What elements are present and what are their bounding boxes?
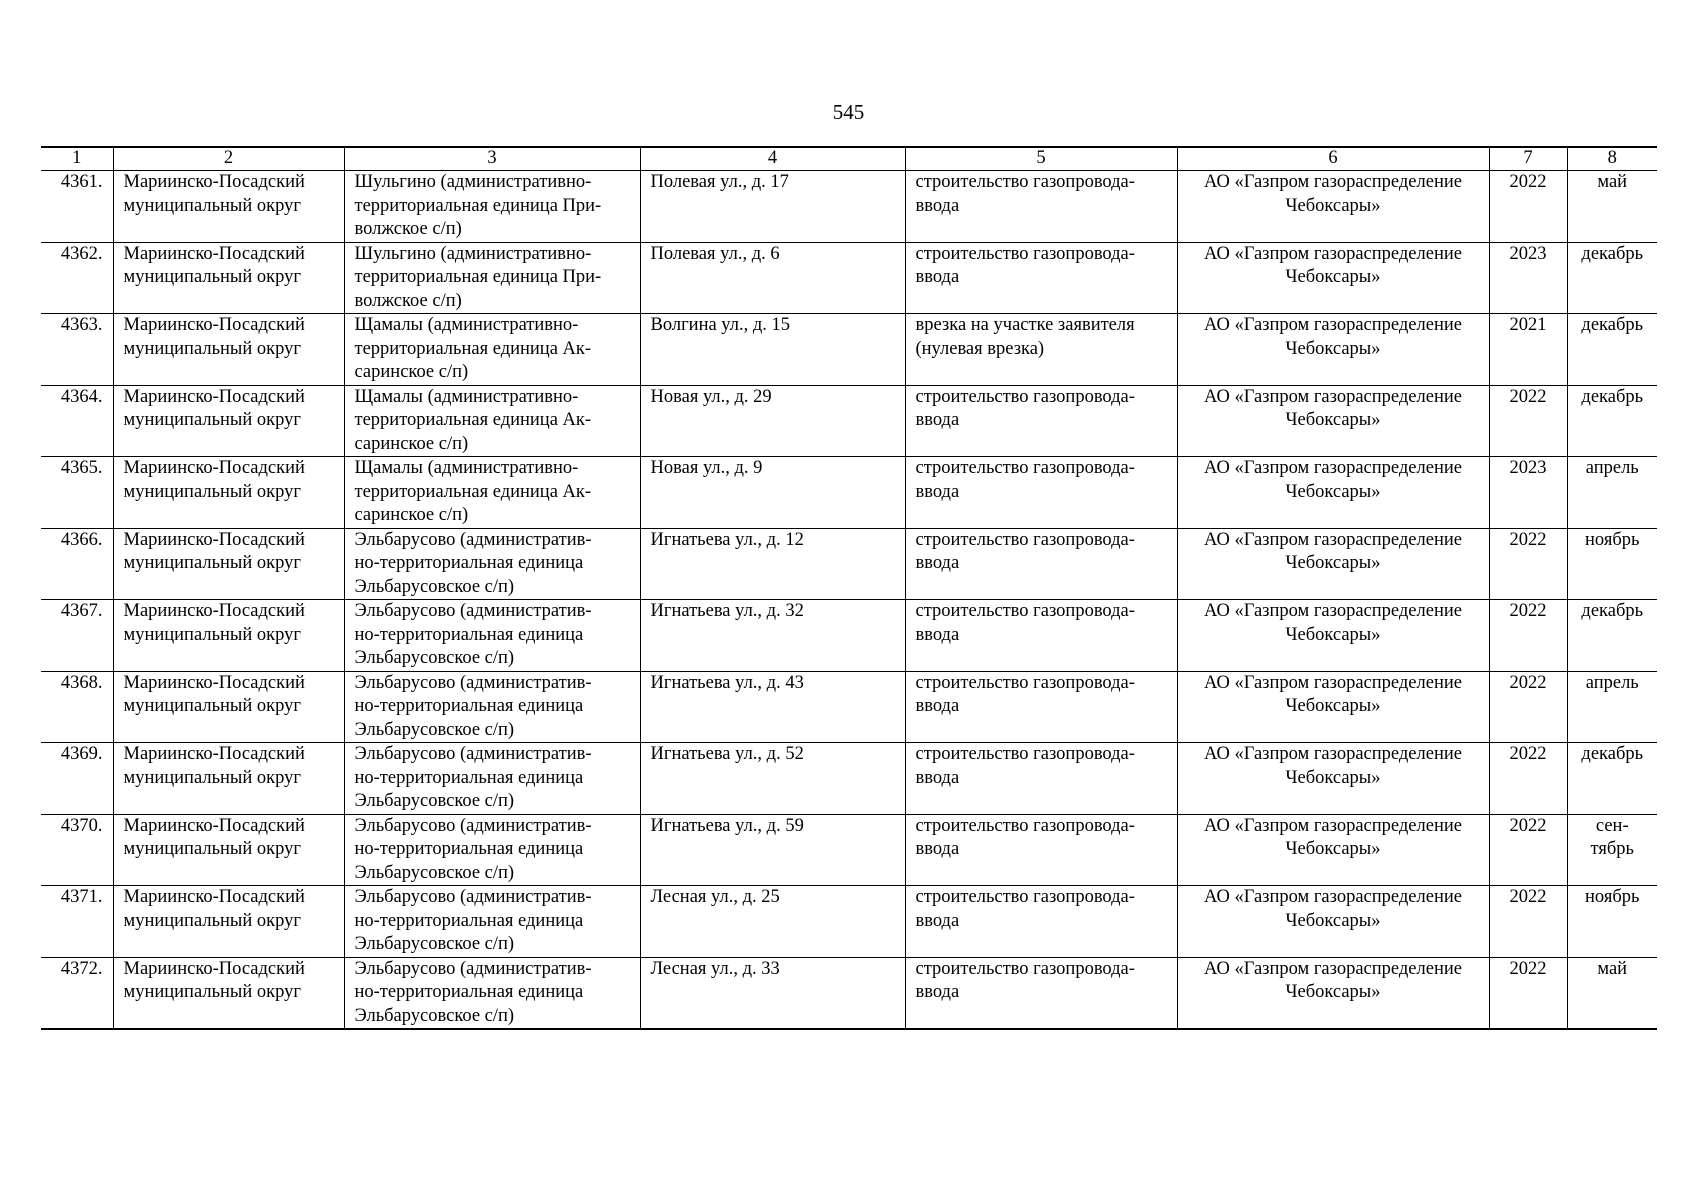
year-cell: 2022 — [1489, 671, 1567, 743]
district-cell — [113, 528, 344, 600]
settlement-cell-line: Эльбарусовское с/п) — [354, 862, 515, 883]
settlement-cell-line: саринское с/п) — [354, 362, 469, 382]
settlement-cell-line: Эльбарусово (административ- — [354, 529, 592, 550]
organization-cell-line: Чебоксары» — [1285, 767, 1381, 788]
table-body — [41, 171, 1657, 1030]
settlement-cell-line: Эльбарусовское с/п) — [354, 934, 515, 954]
month-cell-line: тябрь — [1590, 839, 1634, 859]
district-cell-line: Мариинско-Посадский — [123, 958, 305, 979]
settlement-cell-line: Эльбарусовское с/п) — [354, 648, 515, 668]
organization-cell-line: АО «Газпром газораспределение — [1204, 815, 1462, 836]
district-cell-line: муниципальный округ — [123, 267, 301, 287]
organization-cell-line: Чебоксары» — [1285, 195, 1381, 216]
year-cell: 2022 — [1489, 957, 1567, 1029]
address-cell: Игнатьева ул., д. 43 — [640, 671, 905, 743]
settlement-cell-line: саринское с/п) — [354, 433, 469, 454]
month-cell — [1567, 457, 1657, 529]
work-type-cell — [905, 242, 1177, 314]
district-cell — [113, 886, 344, 958]
settlement-cell — [344, 743, 640, 815]
district-cell-line: муниципальный округ — [123, 481, 301, 502]
month-cell-line: май — [1597, 958, 1628, 979]
table-row — [41, 314, 1657, 386]
work-type-cell — [905, 814, 1177, 886]
work-type-cell-line: строительство газопровода- — [915, 815, 1135, 836]
settlement-cell-line: но-территориальная единица — [354, 624, 584, 645]
district-cell-line: муниципальный округ — [123, 195, 301, 216]
work-type-cell-line: ввода — [915, 481, 960, 502]
row-number: 4369. — [41, 743, 113, 815]
year-cell: 2022 — [1489, 528, 1567, 600]
organization-cell — [1177, 171, 1489, 243]
district-cell-line: Мариинско-Посадский — [123, 672, 305, 693]
column-header: 6 — [1177, 147, 1489, 171]
year-cell: 2023 — [1489, 242, 1567, 314]
settlement-cell-line: Эльбарусовское с/п) — [354, 791, 515, 811]
column-header: 5 — [905, 147, 1177, 171]
table-row — [41, 743, 1657, 815]
month-cell-line: сен- — [1595, 815, 1629, 836]
work-type-cell — [905, 886, 1177, 958]
district-cell — [113, 457, 344, 529]
organization-cell-line: Чебоксары» — [1285, 696, 1381, 716]
settlement-cell-line: саринское с/п) — [354, 505, 469, 525]
organization-cell — [1177, 671, 1489, 743]
month-cell-line: декабрь — [1581, 315, 1644, 335]
organization-cell-line: АО «Газпром газораспределение — [1204, 887, 1462, 907]
month-cell — [1567, 385, 1657, 457]
work-type-cell-line: врезка на участке заявителя — [915, 315, 1135, 335]
work-type-cell-line: ввода — [915, 553, 960, 573]
row-number: 4361. — [41, 171, 113, 243]
table-row — [41, 242, 1657, 314]
work-type-cell — [905, 957, 1177, 1029]
settlement-cell-line: территориальная единица Ак- — [354, 481, 592, 502]
organization-cell-line: Чебоксары» — [1285, 410, 1381, 430]
column-header: 4 — [640, 147, 905, 171]
settlement-cell-line: волжское с/п) — [354, 290, 462, 311]
month-cell — [1567, 528, 1657, 600]
organization-cell — [1177, 528, 1489, 600]
settlement-cell — [344, 886, 640, 958]
row-number: 4371. — [41, 886, 113, 958]
organization-cell-line: АО «Газпром газораспределение — [1204, 529, 1462, 550]
work-type-cell-line: строительство газопровода- — [915, 458, 1135, 478]
settlement-cell — [344, 457, 640, 529]
district-cell-line: Мариинско-Посадский — [123, 386, 305, 407]
month-cell — [1567, 671, 1657, 743]
organization-cell — [1177, 814, 1489, 886]
district-cell-line: муниципальный округ — [123, 553, 301, 573]
district-cell — [113, 314, 344, 386]
year-cell: 2022 — [1489, 886, 1567, 958]
year-cell: 2021 — [1489, 314, 1567, 386]
settlement-cell-line: Эльбарусово (административ- — [354, 887, 592, 907]
settlement-cell-line: Шульгино (административно- — [354, 243, 592, 264]
district-cell-line: Мариинско-Посадский — [123, 887, 305, 907]
settlement-cell — [344, 385, 640, 457]
organization-cell-line: АО «Газпром газораспределение — [1204, 744, 1462, 764]
settlement-cell — [344, 957, 640, 1029]
organization-cell-line: АО «Газпром газораспределение — [1204, 958, 1462, 979]
settlement-cell-line: территориальная единица Ак- — [354, 410, 592, 430]
settlement-cell-line: Эльбарусово (административ- — [354, 958, 592, 979]
district-cell-line: Мариинско-Посадский — [123, 172, 305, 192]
month-cell — [1567, 314, 1657, 386]
work-type-cell — [905, 743, 1177, 815]
table-row — [41, 600, 1657, 672]
settlement-cell-line: но-территориальная единица — [354, 696, 584, 716]
district-cell — [113, 600, 344, 672]
month-cell — [1567, 600, 1657, 672]
settlement-cell — [344, 814, 640, 886]
settlement-cell-line: но-территориальная единица — [354, 839, 584, 859]
year-cell: 2022 — [1489, 171, 1567, 243]
district-cell-line: муниципальный округ — [123, 410, 301, 430]
settlement-cell-line: Эльбарусовское с/п) — [354, 1005, 515, 1026]
month-cell-line: апрель — [1585, 458, 1639, 478]
work-type-cell-line: строительство газопровода- — [915, 386, 1135, 407]
year-cell: 2022 — [1489, 814, 1567, 886]
organization-cell-line: АО «Газпром газораспределение — [1204, 243, 1462, 264]
settlement-cell-line: Щамалы (административно- — [354, 386, 579, 407]
settlement-cell-line: но-территориальная единица — [354, 553, 584, 573]
work-type-cell — [905, 385, 1177, 457]
year-cell: 2022 — [1489, 600, 1567, 672]
organization-cell-line: Чебоксары» — [1285, 481, 1381, 502]
row-number: 4362. — [41, 242, 113, 314]
organization-cell-line: АО «Газпром газораспределение — [1204, 601, 1462, 621]
organization-cell-line: Чебоксары» — [1285, 267, 1381, 287]
settlement-cell-line: Шульгино (административно- — [354, 172, 592, 192]
work-type-cell-line: строительство газопровода- — [915, 887, 1135, 907]
settlement-cell-line: территориальная единица При- — [354, 195, 602, 216]
settlement-cell-line: Эльбарусовское с/п) — [354, 719, 515, 740]
settlement-cell-line: Эльбарусово (административ- — [354, 672, 592, 693]
work-type-cell — [905, 528, 1177, 600]
row-number: 4366. — [41, 528, 113, 600]
organization-cell-line: Чебоксары» — [1285, 839, 1381, 859]
work-type-cell-line: ввода — [915, 195, 960, 216]
row-number: 4368. — [41, 671, 113, 743]
year-cell: 2022 — [1489, 743, 1567, 815]
settlement-cell-line: но-территориальная единица — [354, 982, 584, 1002]
work-type-cell-line: строительство газопровода- — [915, 958, 1135, 979]
address-cell: Игнатьева ул., д. 59 — [640, 814, 905, 886]
work-type-cell-line: строительство газопровода- — [915, 672, 1135, 693]
column-header: 1 — [41, 147, 113, 171]
address-cell: Новая ул., д. 29 — [640, 385, 905, 457]
district-cell-line: Мариинско-Посадский — [123, 744, 305, 764]
work-type-cell-line: ввода — [915, 839, 960, 859]
work-type-cell-line: ввода — [915, 267, 960, 287]
work-type-cell — [905, 671, 1177, 743]
work-type-cell — [905, 457, 1177, 529]
organization-cell-line: АО «Газпром газораспределение — [1204, 386, 1462, 407]
settlement-cell — [344, 600, 640, 672]
month-cell — [1567, 957, 1657, 1029]
district-cell — [113, 814, 344, 886]
month-cell — [1567, 886, 1657, 958]
month-cell-line: декабрь — [1581, 744, 1644, 764]
organization-cell — [1177, 457, 1489, 529]
organization-cell-line: Чебоксары» — [1285, 982, 1381, 1002]
table-row — [41, 385, 1657, 457]
month-cell-line: апрель — [1585, 672, 1639, 693]
work-type-cell-line: ввода — [915, 624, 960, 645]
row-number: 4367. — [41, 600, 113, 672]
table-row — [41, 814, 1657, 886]
address-cell: Лесная ул., д. 33 — [640, 957, 905, 1029]
organization-cell — [1177, 242, 1489, 314]
district-cell-line: муниципальный округ — [123, 982, 301, 1002]
work-type-cell-line: строительство газопровода- — [915, 601, 1135, 621]
table-row — [41, 457, 1657, 529]
settlement-cell-line: Щамалы (административно- — [354, 458, 579, 478]
row-number: 4363. — [41, 314, 113, 386]
settlement-cell-line: но-территориальная единица — [354, 767, 584, 788]
month-cell-line: май — [1597, 172, 1628, 192]
organization-cell — [1177, 743, 1489, 815]
row-number: 4365. — [41, 457, 113, 529]
address-cell: Игнатьева ул., д. 12 — [640, 528, 905, 600]
settlement-cell — [344, 314, 640, 386]
organization-cell — [1177, 600, 1489, 672]
district-cell-line: Мариинско-Посадский — [123, 529, 305, 550]
settlement-cell-line: Эльбарусовское с/п) — [354, 576, 515, 597]
organization-cell-line: АО «Газпром газораспределение — [1204, 458, 1462, 478]
address-cell: Волгина ул., д. 15 — [640, 314, 905, 386]
organization-cell-line: Чебоксары» — [1285, 553, 1381, 573]
district-cell — [113, 671, 344, 743]
table-row — [41, 671, 1657, 743]
settlement-cell-line: Эльбарусово (административ- — [354, 815, 592, 836]
work-type-cell-line: ввода — [915, 767, 960, 788]
column-header: 3 — [344, 147, 640, 171]
district-cell — [113, 385, 344, 457]
work-type-cell-line: ввода — [915, 982, 960, 1002]
address-cell: Полевая ул., д. 17 — [640, 171, 905, 243]
district-cell-line: муниципальный округ — [123, 624, 301, 645]
address-cell: Новая ул., д. 9 — [640, 457, 905, 529]
settlement-cell — [344, 528, 640, 600]
table-row — [41, 886, 1657, 958]
organization-cell-line: АО «Газпром газораспределение — [1204, 315, 1462, 335]
settlement-cell-line: волжское с/п) — [354, 219, 462, 239]
settlement-cell-line: Эльбарусово (административ- — [354, 601, 592, 621]
organization-cell — [1177, 314, 1489, 386]
district-cell-line: муниципальный округ — [123, 839, 301, 859]
work-type-cell-line: (нулевая врезка) — [915, 338, 1045, 359]
work-type-cell — [905, 171, 1177, 243]
district-cell-line: Мариинско-Посадский — [123, 601, 305, 621]
month-cell-line: ноябрь — [1585, 887, 1640, 907]
settlement-cell — [344, 171, 640, 243]
district-cell — [113, 957, 344, 1029]
district-cell-line: муниципальный округ — [123, 338, 301, 359]
district-cell — [113, 171, 344, 243]
organization-cell — [1177, 886, 1489, 958]
address-cell: Полевая ул., д. 6 — [640, 242, 905, 314]
district-cell-line: муниципальный округ — [123, 696, 301, 716]
work-type-cell-line: строительство газопровода- — [915, 744, 1135, 764]
month-cell-line: декабрь — [1581, 601, 1644, 621]
work-type-cell-line: ввода — [915, 410, 960, 430]
address-cell: Игнатьева ул., д. 32 — [640, 600, 905, 672]
year-cell: 2023 — [1489, 457, 1567, 529]
work-type-cell-line: ввода — [915, 910, 960, 931]
district-cell-line: Мариинско-Посадский — [123, 315, 305, 335]
settlement-cell-line: но-территориальная единица — [354, 910, 584, 931]
district-cell-line: Мариинско-Посадский — [123, 815, 305, 836]
table-row — [41, 957, 1657, 1029]
district-cell-line: Мариинско-Посадский — [123, 243, 305, 264]
organization-cell — [1177, 957, 1489, 1029]
month-cell — [1567, 171, 1657, 243]
month-cell — [1567, 743, 1657, 815]
row-number: 4370. — [41, 814, 113, 886]
organization-cell-line: Чебоксары» — [1285, 338, 1381, 359]
work-type-cell-line: строительство газопровода- — [915, 529, 1135, 550]
district-cell-line: Мариинско-Посадский — [123, 458, 305, 478]
column-header: 2 — [113, 147, 344, 171]
column-header: 8 — [1567, 147, 1657, 171]
month-cell — [1567, 814, 1657, 886]
month-cell-line: ноябрь — [1585, 529, 1640, 550]
settlement-cell-line: Эльбарусово (административ- — [354, 744, 592, 764]
settlement-cell-line: территориальная единица При- — [354, 267, 602, 287]
settlement-cell-line: Щамалы (административно- — [354, 315, 579, 335]
work-type-cell-line: ввода — [915, 696, 960, 716]
settlement-cell — [344, 242, 640, 314]
work-type-cell — [905, 314, 1177, 386]
organization-cell-line: Чебоксары» — [1285, 624, 1381, 645]
organization-cell-line: АО «Газпром газораспределение — [1204, 672, 1462, 693]
month-cell — [1567, 242, 1657, 314]
district-cell — [113, 242, 344, 314]
row-number: 4372. — [41, 957, 113, 1029]
work-type-cell-line: строительство газопровода- — [915, 243, 1135, 264]
organization-cell-line: АО «Газпром газораспределение — [1204, 172, 1462, 192]
column-header: 7 — [1489, 147, 1567, 171]
district-cell-line: муниципальный округ — [123, 910, 301, 931]
row-number: 4364. — [41, 385, 113, 457]
table-row — [41, 171, 1657, 243]
page-number: 545 — [832, 100, 865, 124]
month-cell-line: декабрь — [1581, 243, 1644, 264]
gas-connection-table — [41, 146, 1657, 1030]
organization-cell-line: Чебоксары» — [1285, 910, 1381, 931]
work-type-cell — [905, 600, 1177, 672]
month-cell-line: декабрь — [1581, 386, 1644, 407]
district-cell — [113, 743, 344, 815]
table-row — [41, 528, 1657, 600]
address-cell: Игнатьева ул., д. 52 — [640, 743, 905, 815]
organization-cell — [1177, 385, 1489, 457]
year-cell: 2022 — [1489, 385, 1567, 457]
settlement-cell — [344, 671, 640, 743]
column-number-row — [41, 147, 1657, 171]
settlement-cell-line: территориальная единица Ак- — [354, 338, 592, 359]
work-type-cell-line: строительство газопровода- — [915, 172, 1135, 192]
district-cell-line: муниципальный округ — [123, 767, 301, 788]
address-cell: Лесная ул., д. 25 — [640, 886, 905, 958]
